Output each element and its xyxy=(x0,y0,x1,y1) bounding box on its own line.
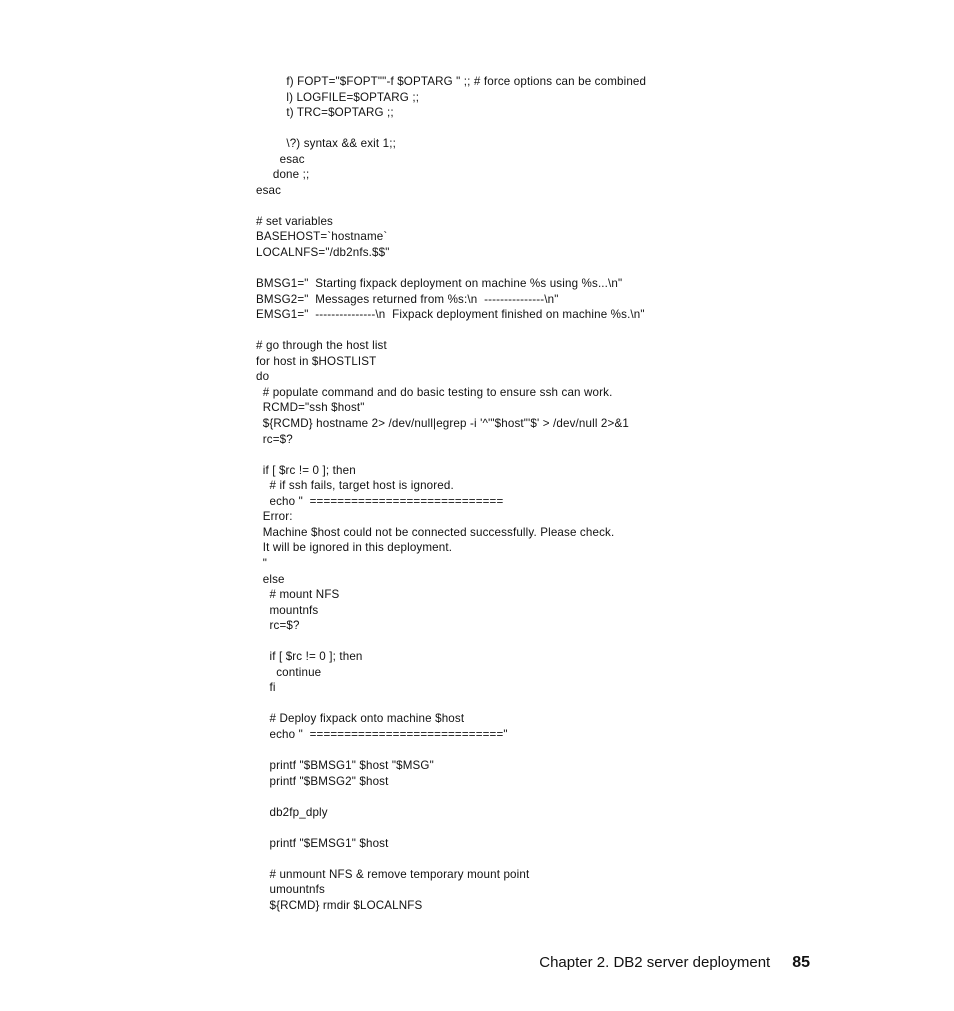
code-line xyxy=(256,261,896,277)
code-line: Error: xyxy=(256,510,293,524)
code-line: printf "$BMSG1" $host "$MSG" xyxy=(256,759,434,773)
code-line: done ;; xyxy=(256,168,310,182)
code-line: \?) syntax && exit 1;; xyxy=(256,137,396,151)
code-line: # mount NFS xyxy=(256,588,340,602)
code-line xyxy=(256,121,896,137)
code-line: do xyxy=(256,370,270,384)
page-number: 85 xyxy=(792,954,810,971)
code-line: else xyxy=(256,572,285,586)
code-listing xyxy=(256,74,896,914)
code-line: mountnfs xyxy=(256,603,319,617)
code-line xyxy=(256,198,896,214)
code-line: umountnfs xyxy=(256,883,325,897)
code-line: Machine $host could not be connected successfully. Please check. xyxy=(256,525,615,539)
code-line xyxy=(256,447,896,463)
footer-chapter-title: Chapter 2. DB2 server deployment xyxy=(539,954,771,971)
code-line: " xyxy=(256,556,268,570)
code-line: # set variables xyxy=(256,214,334,228)
code-line: BMSG2=" Messages returned from %s:\n ---------------\n" xyxy=(256,292,559,306)
code-line: # unmount NFS & remove temporary mount point xyxy=(256,867,530,881)
code-line xyxy=(256,820,896,836)
code-line xyxy=(256,696,896,712)
code-line xyxy=(256,634,896,650)
code-line: if [ $rc != 0 ]; then xyxy=(256,463,356,477)
code-line: rc=$? xyxy=(256,619,300,633)
code-line: LOCALNFS="/db2nfs.$$" xyxy=(256,246,390,260)
code-line: f) FOPT="$FOPT""-f $OPTARG " ;; # force options can be combined xyxy=(256,75,647,88)
code-line: echo " ============================" xyxy=(256,727,508,741)
code-line: # Deploy fixpack onto machine $host xyxy=(256,712,465,726)
code-line: echo " ============================ xyxy=(256,494,504,508)
code-line xyxy=(256,743,896,759)
code-line: It will be ignored in this deployment. xyxy=(256,541,453,555)
code-line: if [ $rc != 0 ]; then xyxy=(256,650,363,664)
page-footer xyxy=(539,954,810,972)
code-line xyxy=(256,851,896,867)
code-line xyxy=(256,323,896,339)
code-line: ${RCMD} hostname 2> /dev/null|egrep -i '^'"$host"'$' > /dev/null 2>&1 xyxy=(256,417,629,431)
code-line: continue xyxy=(256,665,322,679)
code-line xyxy=(256,789,896,805)
code-line: BMSG1=" Starting fixpack deployment on machine %s using %s...\n" xyxy=(256,277,623,291)
code-line: BASEHOST=`hostname` xyxy=(256,230,388,244)
code-line: esac xyxy=(256,183,282,197)
code-line: t) TRC=$OPTARG ;; xyxy=(256,106,394,120)
code-line: # populate command and do basic testing to ensure ssh can work. xyxy=(256,385,613,399)
code-line: # go through the host list xyxy=(256,339,387,353)
code-line: printf "$BMSG2" $host xyxy=(256,774,389,788)
code-line: printf "$EMSG1" $host xyxy=(256,836,389,850)
code-line: fi xyxy=(256,681,276,695)
code-line: for host in $HOSTLIST xyxy=(256,354,377,368)
code-line: db2fp_dply xyxy=(256,805,328,819)
code-line: l) LOGFILE=$OPTARG ;; xyxy=(256,90,420,104)
code-line: ${RCMD} rmdir $LOCALNFS xyxy=(256,898,423,912)
code-line: rc=$? xyxy=(256,432,293,446)
code-line: esac xyxy=(256,152,305,166)
code-line: RCMD="ssh $host" xyxy=(256,401,365,415)
code-line: EMSG1=" ---------------\n Fixpack deployment finished on machine %s.\n" xyxy=(256,308,645,322)
code-line: # if ssh fails, target host is ignored. xyxy=(256,479,454,493)
